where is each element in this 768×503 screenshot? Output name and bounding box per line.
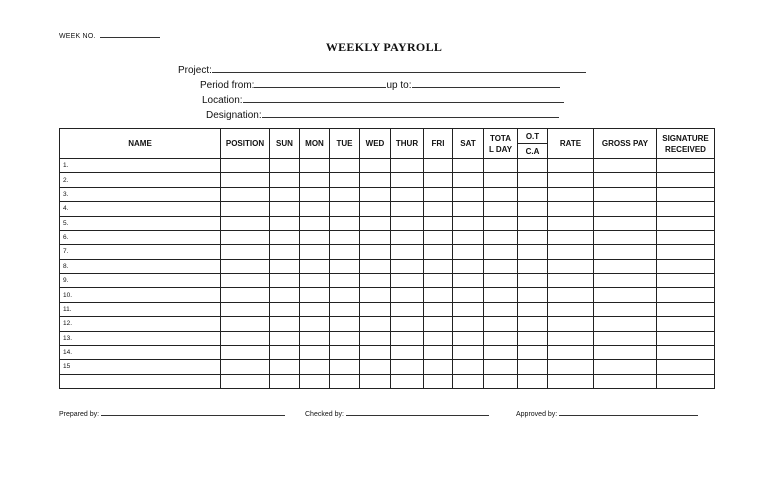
table-cell[interactable] <box>453 159 484 173</box>
header-sat: SAT <box>453 129 484 159</box>
header-wed: WED <box>360 129 391 159</box>
table-cell[interactable] <box>657 259 715 273</box>
name-cell[interactable]: 6. <box>60 230 221 244</box>
table-cell[interactable] <box>360 374 391 388</box>
table-cell[interactable] <box>360 288 391 302</box>
table-cell[interactable] <box>391 302 424 316</box>
week-number-line[interactable] <box>100 30 160 38</box>
table-cell[interactable] <box>594 374 657 388</box>
table-cell[interactable] <box>484 187 518 201</box>
table-cell[interactable] <box>518 159 548 173</box>
table-cell[interactable] <box>594 216 657 230</box>
table-cell[interactable] <box>221 187 270 201</box>
table-cell[interactable] <box>548 230 594 244</box>
table-cell[interactable] <box>424 274 453 288</box>
table-cell[interactable] <box>360 230 391 244</box>
table-cell[interactable] <box>453 302 484 316</box>
table-cell[interactable] <box>594 274 657 288</box>
header-thur: THUR <box>391 129 424 159</box>
header-sun: SUN <box>270 129 300 159</box>
table-cell[interactable] <box>360 345 391 359</box>
table-cell[interactable] <box>221 345 270 359</box>
table-cell[interactable] <box>221 288 270 302</box>
table-cell[interactable] <box>548 159 594 173</box>
table-cell[interactable] <box>518 360 548 374</box>
table-cell[interactable] <box>484 159 518 173</box>
table-cell[interactable] <box>453 202 484 216</box>
table-cell[interactable] <box>391 245 424 259</box>
week-number-field <box>59 30 160 40</box>
name-cell[interactable]: 11. <box>60 302 221 316</box>
table-cell[interactable] <box>424 302 453 316</box>
header-gross-pay: GROSS PAY <box>594 129 657 159</box>
table-cell[interactable] <box>548 374 594 388</box>
table-cell[interactable] <box>270 374 300 388</box>
table-cell[interactable] <box>594 288 657 302</box>
table-cell[interactable] <box>391 360 424 374</box>
approved-by-label: Approved by: <box>516 411 558 418</box>
table-cell[interactable] <box>360 331 391 345</box>
table-cell[interactable] <box>424 345 453 359</box>
table-cell[interactable] <box>518 187 548 201</box>
table-cell[interactable] <box>484 374 518 388</box>
table-cell[interactable] <box>548 274 594 288</box>
table-row <box>60 202 715 216</box>
table-cell[interactable] <box>453 274 484 288</box>
table-cell[interactable] <box>221 317 270 331</box>
table-cell[interactable] <box>270 245 300 259</box>
table-cell[interactable] <box>270 345 300 359</box>
table-cell[interactable] <box>391 274 424 288</box>
table-cell[interactable] <box>548 259 594 273</box>
table-row <box>60 317 715 331</box>
table-cell[interactable] <box>221 360 270 374</box>
table-cell[interactable] <box>300 159 330 173</box>
header-total-day-line2: L DAY <box>488 144 513 154</box>
table-row <box>60 374 715 388</box>
prepared-by-line[interactable] <box>101 408 285 416</box>
table-cell[interactable] <box>360 360 391 374</box>
designation-field <box>206 108 559 121</box>
table-cell[interactable] <box>221 274 270 288</box>
table-cell[interactable] <box>453 245 484 259</box>
table-cell[interactable] <box>270 317 300 331</box>
table-cell[interactable] <box>594 331 657 345</box>
table-cell[interactable] <box>518 173 548 187</box>
table-body <box>60 159 715 389</box>
header-mon: MON <box>300 129 330 159</box>
name-cell[interactable]: 2. <box>60 173 221 187</box>
table-cell[interactable] <box>484 317 518 331</box>
table-cell[interactable] <box>484 288 518 302</box>
table-cell[interactable] <box>594 202 657 216</box>
table-cell[interactable] <box>270 187 300 201</box>
header-total-day <box>484 129 518 159</box>
table-cell[interactable] <box>548 173 594 187</box>
table-cell[interactable] <box>484 302 518 316</box>
table-cell[interactable] <box>424 173 453 187</box>
table-cell[interactable] <box>594 259 657 273</box>
table-row <box>60 187 715 201</box>
table-cell[interactable] <box>424 317 453 331</box>
header-ca: C.A <box>518 144 548 159</box>
table-cell[interactable] <box>518 331 548 345</box>
table-cell[interactable] <box>594 230 657 244</box>
name-cell[interactable]: 12. <box>60 317 221 331</box>
table-cell[interactable] <box>548 187 594 201</box>
table-cell[interactable] <box>518 374 548 388</box>
table-cell[interactable] <box>330 345 360 359</box>
table-cell[interactable] <box>270 302 300 316</box>
name-cell[interactable]: 7. <box>60 245 221 259</box>
name-cell[interactable]: 1. <box>60 159 221 173</box>
project-label: Project: <box>178 65 212 76</box>
table-cell[interactable] <box>270 259 300 273</box>
table-row <box>60 173 715 187</box>
table-cell[interactable] <box>300 374 330 388</box>
table-cell[interactable] <box>548 302 594 316</box>
table-cell[interactable] <box>484 259 518 273</box>
table-cell[interactable] <box>270 159 300 173</box>
location-field <box>202 93 564 106</box>
name-cell[interactable]: 5. <box>60 216 221 230</box>
table-cell[interactable] <box>657 345 715 359</box>
table-cell[interactable] <box>594 360 657 374</box>
table-cell[interactable] <box>518 317 548 331</box>
checked-by-line[interactable] <box>346 408 489 416</box>
table-cell[interactable] <box>453 216 484 230</box>
table-cell[interactable] <box>594 173 657 187</box>
table-cell[interactable] <box>221 331 270 345</box>
table-row <box>60 274 715 288</box>
table-cell[interactable] <box>484 331 518 345</box>
table-cell[interactable] <box>330 173 360 187</box>
table-cell[interactable] <box>300 202 330 216</box>
table-row <box>60 345 715 359</box>
table-row <box>60 159 715 173</box>
table-cell[interactable] <box>484 173 518 187</box>
period-from-label: Period from: <box>200 80 255 91</box>
table-cell[interactable] <box>548 345 594 359</box>
table-cell[interactable] <box>484 202 518 216</box>
table-cell[interactable] <box>330 230 360 244</box>
table-cell[interactable] <box>330 187 360 201</box>
header-rate: RATE <box>548 129 594 159</box>
prepared-by-field <box>59 408 285 418</box>
table-row <box>60 331 715 345</box>
table-cell[interactable] <box>391 331 424 345</box>
period-from-line[interactable] <box>254 78 386 88</box>
table-cell[interactable] <box>453 259 484 273</box>
table-cell[interactable] <box>484 216 518 230</box>
table-cell[interactable] <box>330 216 360 230</box>
table-cell[interactable] <box>518 216 548 230</box>
table-cell[interactable] <box>391 202 424 216</box>
table-cell[interactable] <box>360 159 391 173</box>
name-cell[interactable]: 15 <box>60 360 221 374</box>
table-cell[interactable] <box>330 374 360 388</box>
designation-line[interactable] <box>262 108 559 118</box>
table-row <box>60 245 715 259</box>
table-cell[interactable] <box>300 317 330 331</box>
table-cell[interactable] <box>594 317 657 331</box>
table-cell[interactable] <box>221 230 270 244</box>
approved-by-line[interactable] <box>559 408 698 416</box>
table-cell[interactable] <box>657 187 715 201</box>
table-cell[interactable] <box>657 159 715 173</box>
table-cell[interactable] <box>424 230 453 244</box>
table-cell[interactable] <box>300 331 330 345</box>
table-cell[interactable] <box>391 288 424 302</box>
table-cell[interactable] <box>453 331 484 345</box>
table-cell[interactable] <box>221 374 270 388</box>
location-line[interactable] <box>243 93 564 103</box>
table-cell[interactable] <box>330 159 360 173</box>
table-cell[interactable] <box>300 245 330 259</box>
location-label: Location: <box>202 95 243 106</box>
table-cell[interactable] <box>657 302 715 316</box>
table-cell[interactable] <box>424 360 453 374</box>
table-cell[interactable] <box>657 245 715 259</box>
up-to-label: up to: <box>386 80 412 91</box>
table-cell[interactable] <box>548 317 594 331</box>
table-cell[interactable] <box>548 202 594 216</box>
table-row <box>60 259 715 273</box>
table-cell[interactable] <box>391 216 424 230</box>
table-cell[interactable] <box>484 245 518 259</box>
table-header-row <box>60 129 715 144</box>
table-cell[interactable] <box>330 202 360 216</box>
table-cell[interactable] <box>453 288 484 302</box>
table-cell[interactable] <box>221 173 270 187</box>
table-cell[interactable] <box>453 230 484 244</box>
name-cell[interactable]: 4. <box>60 202 221 216</box>
table-cell[interactable] <box>424 216 453 230</box>
table-cell[interactable] <box>424 374 453 388</box>
table-cell[interactable] <box>360 274 391 288</box>
header-name: NAME <box>60 129 221 159</box>
table-cell[interactable] <box>391 187 424 201</box>
table-cell[interactable] <box>330 288 360 302</box>
header-signature-line1: SIGNATURE <box>662 133 709 143</box>
table-cell[interactable] <box>594 245 657 259</box>
table-cell[interactable] <box>484 230 518 244</box>
table-cell[interactable] <box>270 331 300 345</box>
table-cell[interactable] <box>300 216 330 230</box>
header-tue: TUE <box>330 129 360 159</box>
table-cell[interactable] <box>270 274 300 288</box>
designation-label: Designation: <box>206 110 262 121</box>
table-cell[interactable] <box>453 187 484 201</box>
table-cell[interactable] <box>594 302 657 316</box>
table-cell[interactable] <box>453 173 484 187</box>
table-cell[interactable] <box>221 216 270 230</box>
table-cell[interactable] <box>221 202 270 216</box>
table-cell[interactable] <box>424 159 453 173</box>
name-cell[interactable] <box>60 374 221 388</box>
name-cell[interactable]: 10. <box>60 288 221 302</box>
table-cell[interactable] <box>453 317 484 331</box>
table-cell[interactable] <box>518 259 548 273</box>
table-cell[interactable] <box>300 187 330 201</box>
up-to-line[interactable] <box>412 78 560 88</box>
table-cell[interactable] <box>657 331 715 345</box>
table-cell[interactable] <box>424 288 453 302</box>
table-cell[interactable] <box>221 302 270 316</box>
table-cell[interactable] <box>518 245 548 259</box>
table-cell[interactable] <box>391 317 424 331</box>
table-cell[interactable] <box>548 245 594 259</box>
table-cell[interactable] <box>221 259 270 273</box>
table-cell[interactable] <box>300 173 330 187</box>
table-cell[interactable] <box>300 259 330 273</box>
table-cell[interactable] <box>391 259 424 273</box>
checked-by-field <box>305 408 489 418</box>
table-cell[interactable] <box>657 173 715 187</box>
project-field <box>178 63 586 76</box>
table-cell[interactable] <box>484 274 518 288</box>
table-cell[interactable] <box>221 245 270 259</box>
table-cell[interactable] <box>518 302 548 316</box>
table-cell[interactable] <box>270 173 300 187</box>
table-cell[interactable] <box>330 331 360 345</box>
approved-by-field <box>516 408 698 418</box>
table-cell[interactable] <box>657 202 715 216</box>
table-cell[interactable] <box>594 159 657 173</box>
table-cell[interactable] <box>300 345 330 359</box>
table-cell[interactable] <box>391 345 424 359</box>
table-cell[interactable] <box>453 360 484 374</box>
table-cell[interactable] <box>518 288 548 302</box>
name-cell[interactable]: 9. <box>60 274 221 288</box>
table-cell[interactable] <box>270 360 300 374</box>
table-cell[interactable] <box>360 302 391 316</box>
table-cell[interactable] <box>221 159 270 173</box>
table-cell[interactable] <box>657 274 715 288</box>
table-row <box>60 302 715 316</box>
table-row <box>60 288 715 302</box>
table-cell[interactable] <box>594 187 657 201</box>
table-row <box>60 360 715 374</box>
table-cell[interactable] <box>657 317 715 331</box>
table-cell[interactable] <box>657 216 715 230</box>
table-cell[interactable] <box>360 317 391 331</box>
table-cell[interactable] <box>424 245 453 259</box>
table-cell[interactable] <box>360 187 391 201</box>
table-cell[interactable] <box>391 159 424 173</box>
table-cell[interactable] <box>548 288 594 302</box>
header-position: POSITION <box>221 129 270 159</box>
header-total-day-line1: TOTA <box>489 133 512 143</box>
table-cell[interactable] <box>360 245 391 259</box>
checked-by-label: Checked by: <box>305 411 344 418</box>
table-cell[interactable] <box>424 259 453 273</box>
header-ot: O.T <box>518 129 548 144</box>
table-cell[interactable] <box>424 187 453 201</box>
table-cell[interactable] <box>391 230 424 244</box>
table-cell[interactable] <box>330 259 360 273</box>
table-cell[interactable] <box>391 374 424 388</box>
table-cell[interactable] <box>594 345 657 359</box>
table-cell[interactable] <box>330 317 360 331</box>
page-title: WEEKLY PAYROLL <box>325 40 443 54</box>
table-cell[interactable] <box>360 173 391 187</box>
table-cell[interactable] <box>270 288 300 302</box>
table-cell[interactable] <box>548 360 594 374</box>
table-cell[interactable] <box>518 230 548 244</box>
prepared-by-label: Prepared by: <box>59 411 100 418</box>
name-cell[interactable]: 8. <box>60 259 221 273</box>
header-signature-line2: RECEIVED <box>665 144 706 154</box>
name-cell[interactable]: 14. <box>60 345 221 359</box>
table-cell[interactable] <box>270 202 300 216</box>
table-cell[interactable] <box>424 202 453 216</box>
table-cell[interactable] <box>300 288 330 302</box>
table-cell[interactable] <box>453 374 484 388</box>
period-field <box>200 78 560 91</box>
header-signature <box>657 129 715 159</box>
table-cell[interactable] <box>300 360 330 374</box>
table-cell[interactable] <box>300 274 330 288</box>
name-cell[interactable]: 13. <box>60 331 221 345</box>
table-row <box>60 216 715 230</box>
table-cell[interactable] <box>270 230 300 244</box>
name-cell[interactable]: 3. <box>60 187 221 201</box>
table-cell[interactable] <box>391 173 424 187</box>
table-cell[interactable] <box>330 360 360 374</box>
table-cell[interactable] <box>330 302 360 316</box>
table-cell[interactable] <box>360 216 391 230</box>
payroll-table <box>59 128 715 389</box>
table-cell[interactable] <box>300 230 330 244</box>
table-cell[interactable] <box>424 331 453 345</box>
table-cell[interactable] <box>270 216 300 230</box>
table-cell[interactable] <box>657 288 715 302</box>
table-cell[interactable] <box>300 302 330 316</box>
week-number-label: WEEK NO. <box>59 33 96 40</box>
table-cell[interactable] <box>484 345 518 359</box>
project-line[interactable] <box>212 63 586 73</box>
table-cell[interactable] <box>548 331 594 345</box>
table-cell[interactable] <box>360 202 391 216</box>
table-cell[interactable] <box>548 216 594 230</box>
table-cell[interactable] <box>518 202 548 216</box>
table-cell[interactable] <box>518 345 548 359</box>
table-cell[interactable] <box>360 259 391 273</box>
table-cell[interactable] <box>453 345 484 359</box>
table-cell[interactable] <box>657 360 715 374</box>
table-cell[interactable] <box>657 374 715 388</box>
table-row <box>60 230 715 244</box>
table-cell[interactable] <box>330 245 360 259</box>
table-cell[interactable] <box>518 274 548 288</box>
table-cell[interactable] <box>657 230 715 244</box>
table-cell[interactable] <box>330 274 360 288</box>
header-fri: FRI <box>424 129 453 159</box>
table-cell[interactable] <box>484 360 518 374</box>
